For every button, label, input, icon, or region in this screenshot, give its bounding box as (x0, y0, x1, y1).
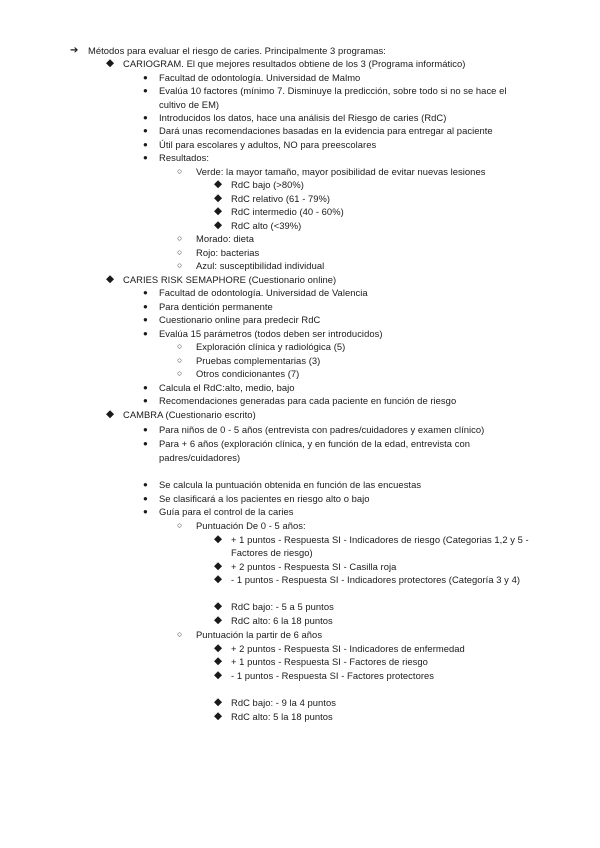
diamond-bullet-icon: ◆ (214, 669, 223, 681)
list-item-continuation: padres/cuidadores) (159, 452, 241, 463)
list-item: Facultad de odontología. Universidad de Malmo (159, 72, 361, 83)
dot-bullet-icon: ● (143, 383, 148, 392)
arrow-bullet-icon: ➔ (70, 45, 79, 56)
cambra-heading: CAMBRA (Cuestionario escrito) (123, 409, 256, 420)
diamond-bullet-icon: ◆ (214, 642, 223, 654)
list-item: Calcula el RdC:alto, medio, bajo (159, 382, 295, 393)
diamond-bullet-icon: ◆ (214, 192, 223, 204)
list-item: Dará unas recomendaciones basadas en la evidencia para entregar al paciente (159, 125, 493, 136)
list-item-continuation: cultivo de EM) (159, 99, 220, 110)
list-item: + 1 puntos - Respuesta SI - Factores de riesgo (231, 656, 428, 667)
dot-bullet-icon: ● (143, 288, 148, 297)
list-item: Verde: la mayor tamaño, mayor posibilidad de evitar nuevas lesiones (196, 166, 486, 177)
list-item: Para dentición permanente (159, 301, 273, 312)
diamond-bullet-icon: ◆ (106, 408, 115, 420)
list-item-continuation: Factores de riesgo) (231, 547, 313, 558)
diamond-bullet-icon: ◆ (214, 710, 223, 722)
list-item: Evalúa 10 factores (mínimo 7. Disminuye la predicción, sobre todo si no se hace el (159, 85, 507, 96)
list-item: Útil para escolares y adultos, NO para preescolares (159, 139, 377, 150)
list-item: - 1 puntos - Respuesta SI - Indicadores protectores (Categoría 3 y 4) (231, 574, 521, 585)
list-item: Rojo: bacterias (196, 247, 260, 258)
dot-bullet-icon: ● (143, 494, 148, 503)
list-item: - 1 puntos - Respuesta SI - Factores protectores (231, 670, 435, 681)
diamond-bullet-icon: ◆ (214, 560, 223, 572)
dot-bullet-icon: ● (143, 113, 148, 122)
list-item: Guía para el control de la caries (159, 506, 294, 517)
list-item: RdC bajo (>80%) (231, 179, 304, 190)
semaphore-heading: CARIES RISK SEMAPHORE (Cuestionario online) (123, 274, 337, 285)
diamond-bullet-icon: ◆ (214, 205, 223, 217)
list-item: Facultad de odontología. Universidad de Valencia (159, 287, 368, 298)
diamond-bullet-icon: ◆ (106, 273, 115, 285)
dot-bullet-icon: ● (143, 153, 148, 162)
cariogram-heading: CARIOGRAM. El que mejores resultados obtiene de los 3 (Programa informático) (123, 58, 466, 69)
list-item: Cuestionario online para predecir RdC (159, 314, 321, 325)
diamond-bullet-icon: ◆ (214, 614, 223, 626)
diamond-bullet-icon: ◆ (106, 57, 115, 69)
list-item: + 2 puntos - Respuesta SI - Indicadores de enfermedad (231, 643, 465, 654)
dot-bullet-icon: ● (143, 425, 148, 434)
circle-bullet-icon: ○ (177, 341, 183, 351)
list-item: RdC bajo: - 5 a 5 puntos (231, 601, 334, 612)
list-item: Morado: dieta (196, 233, 254, 244)
dot-bullet-icon: ● (143, 86, 148, 95)
circle-bullet-icon: ○ (177, 166, 183, 176)
dot-bullet-icon: ● (143, 126, 148, 135)
list-item: RdC relativo (61 - 79%) (231, 193, 331, 204)
list-item: Se clasificará a los pacientes en riesgo alto o bajo (159, 493, 370, 504)
dot-bullet-icon: ● (143, 439, 148, 448)
list-item: RdC alto: 6 la 18 puntos (231, 615, 333, 626)
list-item: Introducidos los datos, hace una análisis del Riesgo de caries (RdC) (159, 112, 447, 123)
diamond-bullet-icon: ◆ (214, 178, 223, 190)
dot-bullet-icon: ● (143, 315, 148, 324)
list-item: Puntuación la partir de 6 años (196, 629, 323, 640)
circle-bullet-icon: ○ (177, 260, 183, 270)
dot-bullet-icon: ● (143, 507, 148, 516)
list-item: Resultados: (159, 152, 210, 163)
list-item: RdC intermedio (40 - 60%) (231, 206, 344, 217)
list-item: RdC alto (<39%) (231, 220, 302, 231)
circle-bullet-icon: ○ (177, 629, 183, 639)
diamond-bullet-icon: ◆ (214, 573, 223, 585)
dot-bullet-icon: ● (143, 140, 148, 149)
list-item: Para niños de 0 - 5 años (entrevista con padres/cuidadores y examen clínico) (159, 424, 485, 435)
circle-bullet-icon: ○ (177, 233, 183, 243)
circle-bullet-icon: ○ (177, 368, 183, 378)
list-item: Azul: susceptibilidad individual (196, 260, 325, 271)
diamond-bullet-icon: ◆ (214, 600, 223, 612)
diamond-bullet-icon: ◆ (214, 696, 223, 708)
diamond-bullet-icon: ◆ (214, 533, 223, 545)
list-item: Exploración clínica y radiológica (5) (196, 341, 346, 352)
dot-bullet-icon: ● (143, 73, 148, 82)
circle-bullet-icon: ○ (177, 355, 183, 365)
list-item: RdC bajo: - 9 la 4 puntos (231, 697, 336, 708)
dot-bullet-icon: ● (143, 329, 148, 338)
circle-bullet-icon: ○ (177, 520, 183, 530)
list-item: Evalúa 15 parámetros (todos deben ser introducidos) (159, 328, 383, 339)
list-item: Pruebas complementarias (3) (196, 355, 321, 366)
list-item: + 2 puntos - Respuesta SI - Casilla roja (231, 561, 397, 572)
intro-line: Métodos para evaluar el riesgo de caries. Principalmente 3 programas: (88, 45, 386, 56)
list-item: Puntuación De 0 - 5 años: (196, 520, 306, 531)
list-item: Para + 6 años (exploración clínica, y en función de la edad, entrevista con (159, 438, 470, 449)
diamond-bullet-icon: ◆ (214, 655, 223, 667)
list-item: RdC alto: 5 la 18 puntos (231, 711, 333, 722)
dot-bullet-icon: ● (143, 302, 148, 311)
list-item: Otros condicionantes (7) (196, 368, 300, 379)
circle-bullet-icon: ○ (177, 247, 183, 257)
diamond-bullet-icon: ◆ (214, 219, 223, 231)
list-item: Recomendaciones generadas para cada paciente en función de riesgo (159, 395, 457, 406)
dot-bullet-icon: ● (143, 480, 148, 489)
list-item: + 1 puntos - Respuesta SI - Indicadores de riesgo (Categorias 1,2 y 5 - (231, 534, 529, 545)
dot-bullet-icon: ● (143, 396, 148, 405)
list-item: Se calcula la puntuación obtenida en función de las encuestas (159, 479, 422, 490)
